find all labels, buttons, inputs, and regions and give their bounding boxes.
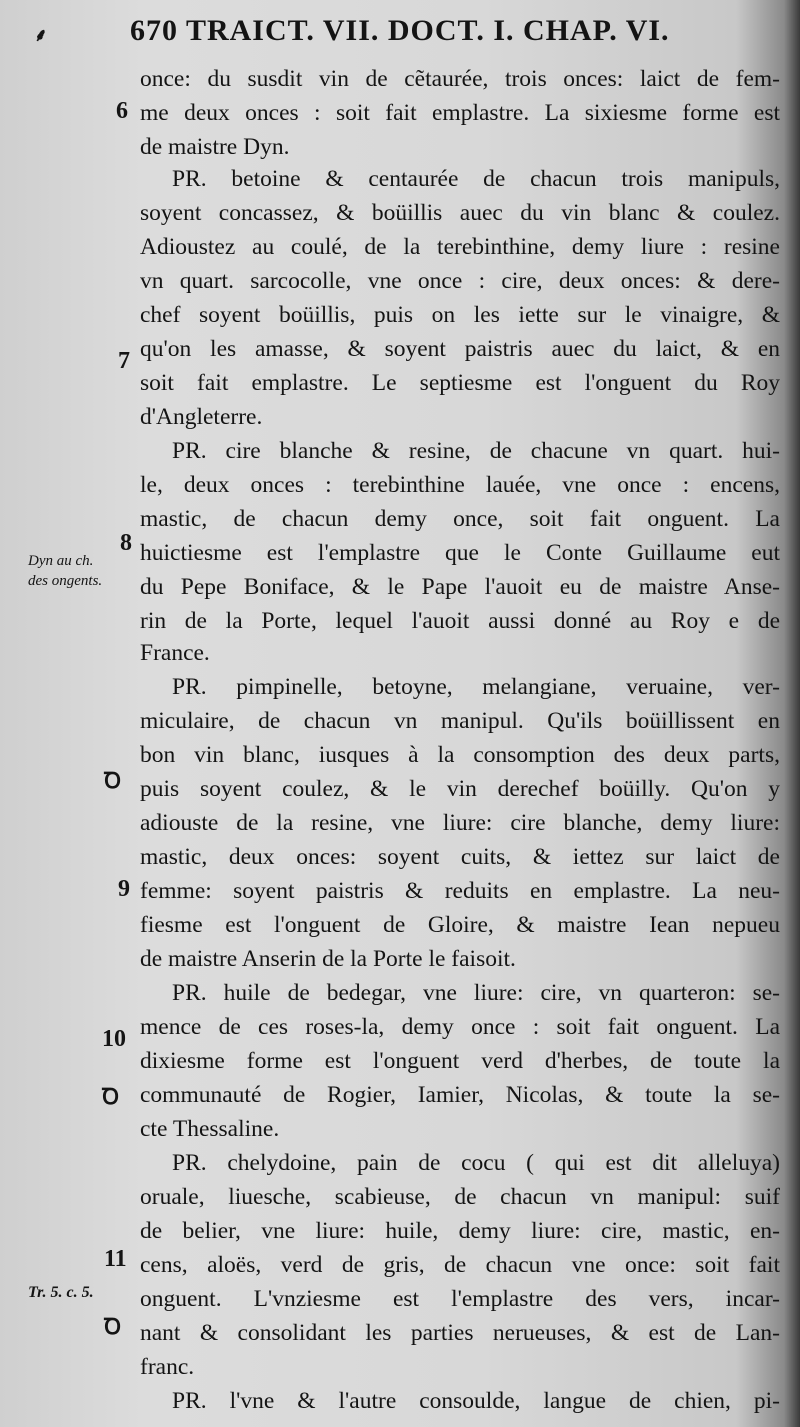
text-line: nant & consolidant les parties nerueuses, & est de Lan-: [140, 1320, 780, 1346]
text-line: le, deux onces : terebinthine lauée, vne once : encens,: [140, 472, 780, 498]
text-line: puis soyent coulez, & le vin derechef boüilly. Qu'on y: [140, 776, 780, 802]
recipe-line: PR. l'vne & l'autre consoulde, langue de chien, pi-: [172, 1388, 780, 1414]
text-line: chef soyent boüillis, puis on les iette sur le vinaigre, &: [140, 302, 780, 328]
text-line: dixiesme forme est l'onguent verd d'herbes, de toute la: [140, 1048, 780, 1074]
text-line: mastic, deux onces: soyent cuits, & iettez sur laict de: [140, 844, 780, 870]
text-line: me deux onces : soit fait emplastre. La sixiesme forme est: [140, 100, 780, 126]
text-line: mastic, de chacun demy once, soit fait onguent. La: [140, 506, 780, 532]
text-line: communauté de Rogier, Iamier, Nicolas, & toute la se-: [140, 1082, 780, 1108]
text-line: soit fait emplastre. Le septiesme est l'onguent du Roy: [140, 370, 780, 396]
margin-symbol: Ꝺ: [104, 768, 122, 793]
margin-symbol: Ꝺ: [104, 1314, 122, 1339]
text-line: rin de la Porte, lequel l'auoit aussi donné au Roy e de: [140, 608, 780, 634]
text-line: cens, aloës, verd de gris, de chacun vne once: soit fait: [140, 1252, 780, 1278]
margin-number-6: 6: [116, 98, 128, 124]
text-line: oruale, liuesche, scabieuse, de chacun vn manipul: suif: [140, 1184, 780, 1210]
margin-note-reference: Tr. 5. c. 5.: [28, 1284, 94, 1301]
text-line: huictiesme est l'emplastre que le Conte Guillaume eut: [140, 540, 780, 566]
text-line: France.: [140, 640, 210, 666]
recipe-line: PR. cire blanche & resine, de chacune vn quart. hui-: [172, 438, 780, 464]
margin-number-7: 7: [118, 348, 130, 374]
text-line: qu'on les amasse, & soyent paistris auec du laict, & en: [140, 336, 780, 362]
running-head: 670 TRAICT. VII. DOCT. I. CHAP. VI.: [130, 14, 670, 47]
text-line: soyent concassez, & boüillis auec du vin blanc & coulez.: [140, 200, 780, 226]
text-line: Adioustez au coulé, de la terebinthine, demy liure : resine: [140, 234, 780, 260]
text-line: once: du susdit vin de cẽtaurée, trois onces: laict de fem-: [140, 66, 780, 92]
text-line: mence de ces roses-la, demy once : soit fait onguent. La: [140, 1014, 780, 1040]
text-line: onguent. L'vnziesme est l'emplastre des vers, incar-: [140, 1286, 780, 1312]
margin-number-10: 10: [102, 1026, 126, 1052]
margin-number-8: 8: [120, 530, 132, 556]
recipe-line: PR. chelydoine, pain de cocu ( qui est dit alleluya): [172, 1150, 780, 1176]
text-line: de maistre Anserin de la Porte le faisoit.: [140, 946, 516, 972]
recipe-line: PR. betoine & centaurée de chacun trois manipuls,: [172, 166, 780, 192]
text-line: du Pepe Boniface, & le Pape l'auoit eu de maistre Anse-: [140, 574, 780, 600]
text-line: fiesme est l'onguent de Gloire, & maistre Iean nepueu: [140, 912, 780, 938]
recipe-line: PR. pimpinelle, betoyne, melangiane, veruaine, ver-: [172, 674, 780, 700]
text-line: d'Angleterre.: [140, 404, 263, 430]
margin-number-11: 11: [104, 1246, 127, 1272]
recipe-line: PR. huile de bedegar, vne liure: cire, vn quarteron: se-: [172, 980, 780, 1006]
margin-symbol: Ꝺ: [102, 1084, 120, 1109]
margin-note-dyn-line1: Dyn au ch.: [28, 553, 94, 569]
text-line: bon vin blanc, iusques à la consomption des deux parts,: [140, 742, 780, 768]
margin-number-9: 9: [118, 876, 130, 902]
text-line: femme: soyent paistris & reduits en emplastre. La neu-: [140, 878, 780, 904]
margin-note-dyn-line2: des ongents.: [28, 573, 103, 589]
ornament-mark: ⸙: [34, 25, 48, 45]
text-line: cte Thessaline.: [140, 1116, 280, 1142]
text-line: franc.: [140, 1354, 195, 1380]
text-line: miculaire, de chacun vn manipul. Qu'ils boüillissent en: [140, 708, 780, 734]
text-line: adiouste de la resine, vne liure: cire blanche, demy liure:: [140, 810, 780, 836]
text-line: de belier, vne liure: huile, demy liure: cire, mastic, en-: [140, 1218, 780, 1244]
text-line: de maistre Dyn.: [140, 134, 290, 160]
text-line: vn quart. sarcocolle, vne once : cire, deux onces: & dere-: [140, 268, 780, 294]
